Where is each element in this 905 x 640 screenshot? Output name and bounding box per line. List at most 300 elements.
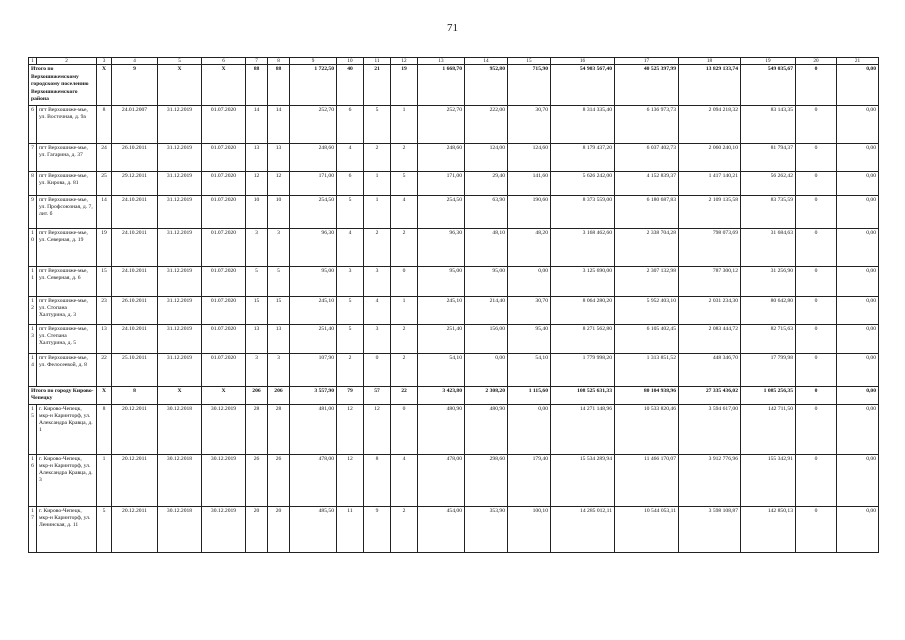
table-cell: 1 668,70 <box>418 65 465 106</box>
table-cell: 252,70 <box>290 105 337 143</box>
table-cell: 31.12.2019 <box>158 228 202 266</box>
table-cell: 13 <box>246 143 268 171</box>
table-cell: 715,90 <box>508 65 551 106</box>
table-cell: 171,00 <box>290 171 337 195</box>
table-cell: 549 035,67 <box>741 65 796 106</box>
table-cell: 40 <box>337 65 364 106</box>
table-cell: 1 779 998,20 <box>551 353 615 386</box>
table-cell: X <box>202 386 246 404</box>
table-cell: 14 <box>246 105 268 143</box>
table-cell: 1 <box>364 171 391 195</box>
table-cell: 206 <box>246 386 268 404</box>
table-cell: 478,00 <box>290 454 337 506</box>
table-row <box>29 404 879 454</box>
table-cell: 31.12.2019 <box>158 105 202 143</box>
table-cell: 0,00 <box>837 171 879 195</box>
table-cell: 0 <box>796 228 837 266</box>
table-cell: 13 <box>268 143 290 171</box>
table-cell: 5 <box>268 266 290 296</box>
table-cell: 0,00 <box>837 228 879 266</box>
table-row <box>29 143 879 171</box>
table-cell: 3 912 776,96 <box>679 454 741 506</box>
column-number: 5 <box>158 58 202 65</box>
table-cell: 787 300,12 <box>679 266 741 296</box>
table-cell: X <box>158 65 202 106</box>
table-cell: 3 <box>246 228 268 266</box>
address-cell: пгт Верхошиже-мье, ул. Степана Халтурина, д. 5 <box>37 324 97 353</box>
table-cell: 12 <box>337 404 364 454</box>
table-cell: 13 829 133,74 <box>679 65 741 106</box>
table-cell: 3 <box>268 353 290 386</box>
table-cell: 107,90 <box>290 353 337 386</box>
table-cell: 3 423,80 <box>418 386 465 404</box>
table-cell: 40 525 397,99 <box>615 65 679 106</box>
table-cell: 81 794,37 <box>741 143 796 171</box>
table-cell: 0 <box>391 404 418 454</box>
table-cell: 254,50 <box>290 195 337 228</box>
table-cell: 2 <box>391 143 418 171</box>
table-cell: 0 <box>391 266 418 296</box>
subtotal-label: Итого по городу Кирово-Чепецку <box>29 386 97 404</box>
address-cell: г. Кирово-Чепецк, мкр-н Каринторф, ул. Александра Кравца, д. 3 <box>37 454 97 506</box>
table-cell: 353,90 <box>465 506 508 552</box>
table-cell: 4 152 839,37 <box>615 171 679 195</box>
column-number: 18 <box>679 58 741 65</box>
table-cell: 30.12.2018 <box>158 454 202 506</box>
table-cell: 31 256,90 <box>741 266 796 296</box>
table-cell: 5 <box>364 105 391 143</box>
table-cell: 251,40 <box>290 324 337 353</box>
table-cell: 251,40 <box>418 324 465 353</box>
address-cell: пгт Верхошиже-мье, ул. Гагарина, д. 37 <box>37 143 97 171</box>
table-cell: 15 534 289,94 <box>551 454 615 506</box>
table-cell: 8 <box>97 105 112 143</box>
table-cell: 24.10.2011 <box>112 324 158 353</box>
table-cell: 13 <box>29 324 37 353</box>
table-cell: 10 533 820,46 <box>615 404 679 454</box>
address-cell: г. Кирово-Чепецк, мкр-н Каринторф, ул. Александра Кравца, д. 1 <box>37 404 97 454</box>
table-cell: 4 <box>391 195 418 228</box>
table-cell: 5 <box>391 171 418 195</box>
table-cell: 12 <box>246 171 268 195</box>
table-cell: 15 <box>29 404 37 454</box>
table-cell: 952,80 <box>465 65 508 106</box>
table-cell: 11 <box>29 266 37 296</box>
table-cell: 01.07.2020 <box>202 105 246 143</box>
table-cell: 14 285 012,11 <box>551 506 615 552</box>
table-cell: 16 <box>29 454 37 506</box>
table-cell: 95,00 <box>290 266 337 296</box>
table-cell: 96,30 <box>418 228 465 266</box>
table-cell: 1 <box>97 454 112 506</box>
table-cell: 248,60 <box>290 143 337 171</box>
table-cell: 22 <box>97 353 112 386</box>
column-number: 14 <box>465 58 508 65</box>
column-number: 11 <box>364 58 391 65</box>
table-cell: 2 307 132,98 <box>615 266 679 296</box>
subtotal-row <box>29 65 879 106</box>
table-cell: 2 308,20 <box>465 386 508 404</box>
table-cell: 9 <box>112 65 158 106</box>
table-cell: 01.07.2020 <box>202 353 246 386</box>
table-cell: 7 <box>29 143 37 171</box>
column-number: 17 <box>615 58 679 65</box>
table-cell: 31.12.2019 <box>158 324 202 353</box>
table-cell: 17 <box>29 506 37 552</box>
table-cell: 1 <box>391 296 418 324</box>
table-cell: 24.10.2011 <box>112 266 158 296</box>
table-cell: 96,30 <box>290 228 337 266</box>
table-cell: 100,10 <box>508 506 551 552</box>
table-cell: 29.12.2011 <box>112 171 158 195</box>
table-cell: 448 346,70 <box>679 353 741 386</box>
table-cell: 124,60 <box>508 143 551 171</box>
table-cell: 1 417 140,21 <box>679 171 741 195</box>
table-cell: 28 <box>268 404 290 454</box>
table-cell: 156,00 <box>465 324 508 353</box>
column-number: 2 <box>37 58 97 65</box>
column-number: 21 <box>837 58 879 65</box>
table-cell: 6 105 402,45 <box>615 324 679 353</box>
table-row <box>29 324 879 353</box>
table-cell: 214,40 <box>465 296 508 324</box>
table-cell: 13 <box>246 324 268 353</box>
table-cell: 6 136 973,73 <box>615 105 679 143</box>
table-cell: 83 735,59 <box>741 195 796 228</box>
table-cell: 248,60 <box>418 143 465 171</box>
table-cell: 0 <box>796 296 837 324</box>
column-number: 1 <box>29 58 37 65</box>
table-cell: 6 <box>337 105 364 143</box>
table-cell: 298,60 <box>465 454 508 506</box>
table-cell: 1 085 256,35 <box>741 386 796 404</box>
table-cell: 88 <box>268 65 290 106</box>
table-cell: 8 373 559,00 <box>551 195 615 228</box>
table-cell: 30.12.2019 <box>202 404 246 454</box>
column-number: 15 <box>508 58 551 65</box>
table-cell: 26 <box>246 454 268 506</box>
table-cell: 30,70 <box>508 105 551 143</box>
table-cell: 22 <box>391 386 418 404</box>
table-cell: 3 557,90 <box>290 386 337 404</box>
table-cell: 01.07.2020 <box>202 266 246 296</box>
column-number: 4 <box>112 58 158 65</box>
table-row <box>29 506 879 552</box>
table-cell: 54 903 567,40 <box>551 65 615 106</box>
address-cell: г. Кирово-Чепецк, мкр-н Каринторф, ул. Ленинская, д. 11 <box>37 506 97 552</box>
table-cell: 15 <box>268 296 290 324</box>
table-cell: 01.07.2020 <box>202 195 246 228</box>
table-cell: 19 <box>97 228 112 266</box>
table-cell: 0,00 <box>837 353 879 386</box>
table-cell: 31.12.2019 <box>158 353 202 386</box>
table-cell: 245,10 <box>290 296 337 324</box>
table-cell: X <box>202 65 246 106</box>
table-cell: 0,00 <box>837 105 879 143</box>
table-cell: 3 598 108,87 <box>679 506 741 552</box>
table-cell: 480,90 <box>418 404 465 454</box>
column-number-row <box>29 58 879 65</box>
table-cell: 5 <box>337 296 364 324</box>
column-number: 12 <box>391 58 418 65</box>
table-cell: 9 <box>29 195 37 228</box>
table-cell: 155 342,91 <box>741 454 796 506</box>
table-cell: 10 <box>29 228 37 266</box>
table-cell: 1 <box>391 105 418 143</box>
table-cell: 29,40 <box>465 171 508 195</box>
column-number: 9 <box>290 58 337 65</box>
table-cell: 01.07.2020 <box>202 228 246 266</box>
table-cell: 31.12.2019 <box>158 195 202 228</box>
table-row <box>29 454 879 506</box>
table-cell: 14 <box>268 105 290 143</box>
table-cell: 17 799,98 <box>741 353 796 386</box>
table-cell: 0,00 <box>837 296 879 324</box>
table-cell: 1 115,60 <box>508 386 551 404</box>
table-cell: 6 <box>29 105 37 143</box>
column-number: 6 <box>202 58 246 65</box>
table-cell: 12 <box>268 171 290 195</box>
table-cell: 12 <box>29 296 37 324</box>
table-cell: 20.12.2011 <box>112 404 158 454</box>
table-cell: 3 <box>364 324 391 353</box>
table-cell: 57 <box>364 386 391 404</box>
table-cell: 3 125 690,00 <box>551 266 615 296</box>
table-cell: 21 <box>364 65 391 106</box>
table-cell: 0 <box>796 143 837 171</box>
table-cell: 24.10.2011 <box>112 228 158 266</box>
table-cell: 3 <box>364 266 391 296</box>
table-cell: 27 335 436,02 <box>679 386 741 404</box>
address-cell: пгт Верхошиже-мье, ул. Восточная, д. 9а <box>37 105 97 143</box>
table-cell: 8 271 562,80 <box>551 324 615 353</box>
page-number: 71 <box>447 22 458 34</box>
table-cell: 30.12.2019 <box>202 506 246 552</box>
table-cell: 0 <box>796 506 837 552</box>
table-cell: 8 <box>364 454 391 506</box>
table-cell: 8 179 437,20 <box>551 143 615 171</box>
table-cell: 0,00 <box>837 454 879 506</box>
table-cell: 1 313 851,52 <box>615 353 679 386</box>
table-cell: 4 <box>337 228 364 266</box>
table-cell: 485,50 <box>290 506 337 552</box>
table-cell: 20 <box>268 506 290 552</box>
table-cell: 26.10.2011 <box>112 143 158 171</box>
table-cell: 5 <box>337 324 364 353</box>
table-row <box>29 296 879 324</box>
table-cell: 9 <box>364 506 391 552</box>
table-cell: 6 <box>337 171 364 195</box>
column-number: 19 <box>741 58 796 65</box>
table-cell: 222,00 <box>465 105 508 143</box>
table-cell: 179,40 <box>508 454 551 506</box>
table-cell: 8 <box>97 404 112 454</box>
table-cell: 20 <box>246 506 268 552</box>
table-cell: 0,00 <box>837 195 879 228</box>
table-cell: 31.12.2019 <box>158 143 202 171</box>
table-cell: 0,00 <box>837 506 879 552</box>
table-cell: 0 <box>364 353 391 386</box>
table-cell: 0,00 <box>837 266 879 296</box>
table-cell: 0 <box>796 386 837 404</box>
address-cell: пгт Верхошиже-мье, ул. Фелосеевой, д. 8 <box>37 353 97 386</box>
table-cell: 5 <box>97 506 112 552</box>
table-cell: 26 <box>268 454 290 506</box>
table-cell: 12 <box>337 454 364 506</box>
table-cell: 252,70 <box>418 105 465 143</box>
table-cell: 31 684,63 <box>741 228 796 266</box>
table-cell: 2 <box>391 506 418 552</box>
column-number: 13 <box>418 58 465 65</box>
table-cell: 2 060 240,10 <box>679 143 741 171</box>
table-cell: 54,10 <box>418 353 465 386</box>
table-cell: 0,00 <box>837 143 879 171</box>
table-cell: 14 <box>29 353 37 386</box>
table-row <box>29 228 879 266</box>
table-cell: 6 037 402,73 <box>615 143 679 171</box>
table-cell: 0,00 <box>508 404 551 454</box>
table-cell: 30,70 <box>508 296 551 324</box>
address-cell: пгт Верхошиже-мье, ул. Северная, д. 19 <box>37 228 97 266</box>
table-cell: 82 715,63 <box>741 324 796 353</box>
address-cell: пгт Верхошиже-мье, ул. Кирова, д. 81 <box>37 171 97 195</box>
table-cell: 15 <box>246 296 268 324</box>
table-cell: 25 <box>97 171 112 195</box>
table-cell: 5 952 403,10 <box>615 296 679 324</box>
table-row <box>29 266 879 296</box>
table-cell: 0,00 <box>837 324 879 353</box>
table-cell: 1 722,50 <box>290 65 337 106</box>
table-cell: 11 466 170,07 <box>615 454 679 506</box>
table-cell: 20.12.2011 <box>112 506 158 552</box>
table-cell: 8 314 335,40 <box>551 105 615 143</box>
table-cell: 3 168 462,60 <box>551 228 615 266</box>
table-cell: 4 <box>337 143 364 171</box>
table-cell: 19 <box>391 65 418 106</box>
table-cell: 0 <box>796 105 837 143</box>
table-cell: 95,00 <box>465 266 508 296</box>
table-cell: 454,00 <box>418 506 465 552</box>
table-cell: 25.10.2011 <box>112 353 158 386</box>
table-cell: 28 <box>246 404 268 454</box>
table-cell: 0 <box>796 404 837 454</box>
table-cell: 30.12.2018 <box>158 506 202 552</box>
table-cell: 190,60 <box>508 195 551 228</box>
table-cell: 5 <box>246 266 268 296</box>
table-cell: 13 <box>97 324 112 353</box>
table-cell: 0,00 <box>508 266 551 296</box>
table-cell: 3 <box>337 266 364 296</box>
table-cell: 798 073,69 <box>679 228 741 266</box>
table-cell: 24.10.2011 <box>112 195 158 228</box>
table-cell: 481,00 <box>290 404 337 454</box>
table-cell: 30.12.2018 <box>158 404 202 454</box>
table-cell: 88 <box>246 65 268 106</box>
table-cell: 79 <box>337 386 364 404</box>
table-cell: 31.12.2019 <box>158 266 202 296</box>
table-cell: 206 <box>268 386 290 404</box>
address-cell: пгт Верхошиже-мье, ул. Стопана Халтурина, д. 3 <box>37 296 97 324</box>
table-cell: 8 064 280,20 <box>551 296 615 324</box>
table-cell: 54,10 <box>508 353 551 386</box>
table-cell: 14 <box>97 195 112 228</box>
table-cell: 478,00 <box>418 454 465 506</box>
table-cell: 2 094 218,32 <box>679 105 741 143</box>
table-cell: X <box>158 386 202 404</box>
table-row <box>29 353 879 386</box>
table-cell: 142 850,13 <box>741 506 796 552</box>
table-cell: 0 <box>796 171 837 195</box>
register-table <box>28 57 879 553</box>
table-cell: 13 <box>268 324 290 353</box>
table-cell: 3 <box>246 353 268 386</box>
column-number: 20 <box>796 58 837 65</box>
subtotal-label: Итого по Верхошижемскому городскому поселению Верхошижемского района <box>29 65 97 106</box>
table-cell: 2 <box>364 228 391 266</box>
table-cell: 0 <box>796 195 837 228</box>
table-cell: 23 <box>97 296 112 324</box>
table-cell: 48,20 <box>508 228 551 266</box>
table-cell: 10 <box>268 195 290 228</box>
table-cell: 6 180 687,83 <box>615 195 679 228</box>
table-cell: 142 711,50 <box>741 404 796 454</box>
table-cell: 0,00 <box>837 386 879 404</box>
table-cell: 2 <box>391 353 418 386</box>
table-cell: 63,90 <box>465 195 508 228</box>
table-cell: 5 626 242,00 <box>551 171 615 195</box>
table-cell: 124,00 <box>465 143 508 171</box>
column-number: 8 <box>268 58 290 65</box>
table-cell: 4 <box>364 296 391 324</box>
table-cell: 26.10.2011 <box>112 296 158 324</box>
address-cell: пгт Верхошиже-мье, ул. Северная, д. 6 <box>37 266 97 296</box>
table-row <box>29 195 879 228</box>
table-cell: 8 <box>112 386 158 404</box>
table-cell: 0,00 <box>465 353 508 386</box>
table-cell: 480,90 <box>465 404 508 454</box>
table-cell: 56 262,42 <box>741 171 796 195</box>
table-cell: 0,00 <box>837 404 879 454</box>
table-cell: 108 525 631,33 <box>551 386 615 404</box>
table-cell: 0 <box>796 266 837 296</box>
table-cell: 12 <box>364 404 391 454</box>
table-cell: 3 <box>268 228 290 266</box>
table-cell: 2 <box>391 228 418 266</box>
table-cell: 0 <box>796 454 837 506</box>
table-cell: 2 083 444,72 <box>679 324 741 353</box>
table-cell: 0 <box>796 324 837 353</box>
table-cell: 95,00 <box>418 266 465 296</box>
table-cell: 2 031 234,30 <box>679 296 741 324</box>
table-cell: 2 338 704,28 <box>615 228 679 266</box>
table-cell: 11 <box>337 506 364 552</box>
table-cell: 0 <box>796 65 837 106</box>
table-cell: 80 642,80 <box>741 296 796 324</box>
table-cell: 95,40 <box>508 324 551 353</box>
table-cell: 24 <box>97 143 112 171</box>
table-cell: 2 <box>364 143 391 171</box>
table-cell: 01.07.2020 <box>202 324 246 353</box>
table-cell: 3 594 617,00 <box>679 404 741 454</box>
table-cell: 2 <box>337 353 364 386</box>
table-cell: 5 <box>337 195 364 228</box>
table-cell: 0 <box>796 353 837 386</box>
table-cell: 30.12.2019 <box>202 454 246 506</box>
table-cell: 14 271 148,96 <box>551 404 615 454</box>
table-cell: 8 <box>29 171 37 195</box>
address-cell: пгт Верхошиже-мье, ул. Профсоюзная, д. 7, лит. б <box>37 195 97 228</box>
table-cell: 254,50 <box>418 195 465 228</box>
